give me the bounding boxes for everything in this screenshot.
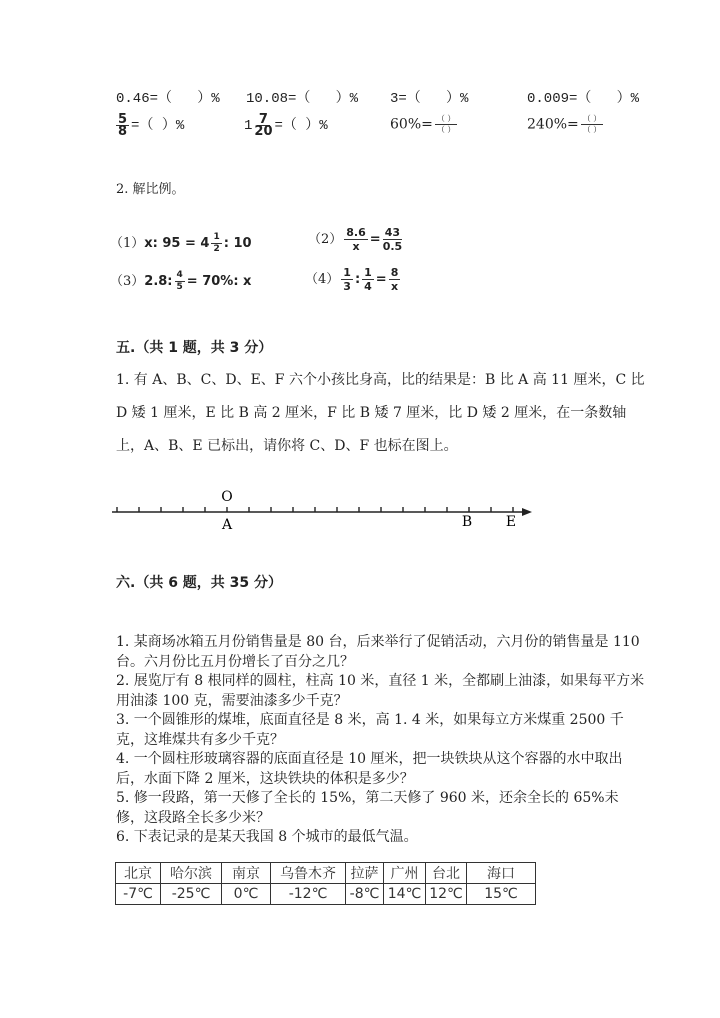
proportion-4 xyxy=(305,266,402,293)
equals: = xyxy=(369,232,381,247)
denominator: 2 xyxy=(213,244,220,254)
section6-heading: 六.（共 6 题，共 35 分） xyxy=(116,575,283,591)
denominator: 0.5 xyxy=(382,240,403,253)
city-cell: 广州 xyxy=(384,862,426,883)
question-3: 3. 一个圆锥形的煤堆，底面直径是 8 米，高 1. 4 米，如果每立方米煤重 2500 千克，这堆煤共有多少千克？ xyxy=(116,712,624,748)
expr: : 10 xyxy=(223,236,252,251)
table-row-temps xyxy=(116,883,536,904)
denominator: 8 xyxy=(118,124,128,139)
numerator: （ ） xyxy=(582,114,602,123)
temp-cell: 12℃ xyxy=(426,883,467,904)
conv-rest: =（ ）% xyxy=(274,118,328,135)
conv-rest: =（ ）% xyxy=(131,118,185,135)
expr: x: 95 = 4 xyxy=(144,236,210,251)
conversion-1 xyxy=(116,87,220,107)
colon: : xyxy=(354,272,361,287)
conv-left: 60%= xyxy=(390,116,433,133)
city-cell: 乌鲁木齐 xyxy=(271,862,346,883)
conversion-2 xyxy=(246,87,358,107)
point-label-a: A xyxy=(221,517,233,530)
arrow-head-icon xyxy=(522,508,532,516)
temp-cell: 15℃ xyxy=(467,883,536,904)
proportion-1 xyxy=(110,232,252,255)
numerator: 1 xyxy=(213,232,220,242)
numerator: 1 xyxy=(343,266,351,279)
label: （1） xyxy=(110,236,145,251)
numerator: 1 xyxy=(364,266,372,279)
label: （4） xyxy=(305,272,340,287)
numerator: （ ） xyxy=(436,114,456,123)
conversion-5 xyxy=(114,114,184,137)
question-6: 6. 下表记录的是某天我国 8 个城市的最低气温。 xyxy=(116,829,418,845)
denominator: （ ） xyxy=(582,125,602,134)
city-cell: 哈尔滨 xyxy=(161,862,222,883)
city-cell: 台北 xyxy=(426,862,467,883)
conv-left: 240%= xyxy=(527,116,579,133)
city-cell: 南京 xyxy=(222,862,271,883)
question-5: 5. 修一段路，第一天修了全长的 15%，第二天修了 960 米，还余全长的 65%未修，这段路全长多少米？ xyxy=(116,790,619,826)
conv-left: 0.009=（ xyxy=(527,91,592,107)
temp-cell: 0℃ xyxy=(222,883,271,904)
temperature-table xyxy=(115,862,536,905)
temp-cell: -8℃ xyxy=(346,883,384,904)
question-2: 2. 展览厅有 8 根同样的圆柱，柱高 10 米，直径 1 米，全都刷上油漆，如果每平方米用油漆 100 克，需要油漆多少千克？ xyxy=(116,673,645,709)
temp-cell: -7℃ xyxy=(116,883,161,904)
section2-title: 2. 解比例。 xyxy=(116,182,185,197)
conversion-4 xyxy=(527,87,639,107)
conversion-8 xyxy=(527,114,605,135)
denominator: 4 xyxy=(364,280,372,293)
conv-left: 0.46=（ xyxy=(116,91,173,107)
numerator: 7 xyxy=(258,112,268,127)
denominator: x xyxy=(352,240,360,253)
conversion-7 xyxy=(390,114,459,135)
temp-cell: -12℃ xyxy=(271,883,346,904)
number-line xyxy=(100,480,550,530)
numerator: 4 xyxy=(176,270,183,280)
proportion-2 xyxy=(308,226,404,253)
conv-right: ）% xyxy=(335,91,359,107)
origin-label: O xyxy=(221,489,233,505)
whole: 1 xyxy=(244,118,253,135)
conv-right: ）% xyxy=(616,91,640,107)
expr: = 70%: x xyxy=(186,274,252,289)
denominator: （ ） xyxy=(436,125,456,134)
proportion-3 xyxy=(110,270,251,293)
question-1: 1. 某商场冰箱五月份销售量是 80 台，后来举行了促销活动，六月份的销售量是 110 台。六月份比五月份增长了百分之几？ xyxy=(116,634,640,670)
city-cell: 北京 xyxy=(116,862,161,883)
lower-sections xyxy=(116,338,646,905)
city-cell: 拉萨 xyxy=(346,862,384,883)
numerator: 43 xyxy=(384,226,401,239)
temp-cell: -25℃ xyxy=(161,883,222,904)
temp-cell: 14℃ xyxy=(384,883,426,904)
conv-right: ）% xyxy=(197,91,220,107)
expr: 2.8: xyxy=(144,274,173,289)
conv-right: ）% xyxy=(446,91,469,107)
conv-left: 10.08=（ xyxy=(246,91,311,107)
point-label-b: B xyxy=(461,514,473,530)
denominator: 5 xyxy=(176,282,183,292)
denominator: x xyxy=(390,280,399,293)
point-label-e: E xyxy=(505,514,517,530)
equals: = xyxy=(375,272,387,287)
conv-left: 3=（ xyxy=(390,91,421,107)
label: （2） xyxy=(308,232,343,247)
question-4: 4. 一个圆柱形玻璃容器的底面直径是 10 厘米，把一块铁块从这个容器的水中取出后，水面下降 2 厘米，这块铁块的体积是多少？ xyxy=(116,751,623,787)
numerator: 5 xyxy=(118,112,128,127)
section6-questions xyxy=(116,633,646,848)
denominator: 20 xyxy=(254,124,273,139)
denominator: 3 xyxy=(343,280,351,293)
section5-heading: 五.（共 1 题，共 3 分） xyxy=(116,340,273,356)
conversion-3 xyxy=(390,87,468,107)
conversion-6 xyxy=(244,114,328,137)
section5-question: 1. 有 A、B、C、D、E、F 六个小孩比身高，比的结果是：B 比 A 高 11 厘米，C 比 D 矮 1 厘米，E 比 B 高 2 厘米，F 比 B 矮 7 厘米，比 D 矮 2 厘米，在一条数轴上，A、B、E 已标出，请你将 C、D、F 也标在图上。 xyxy=(116,372,645,454)
city-cell: 海口 xyxy=(467,862,536,883)
table-row-cities xyxy=(116,862,536,883)
numerator: 8 xyxy=(390,266,399,279)
label: （3） xyxy=(110,274,145,289)
numerator: 8.6 xyxy=(346,226,366,239)
